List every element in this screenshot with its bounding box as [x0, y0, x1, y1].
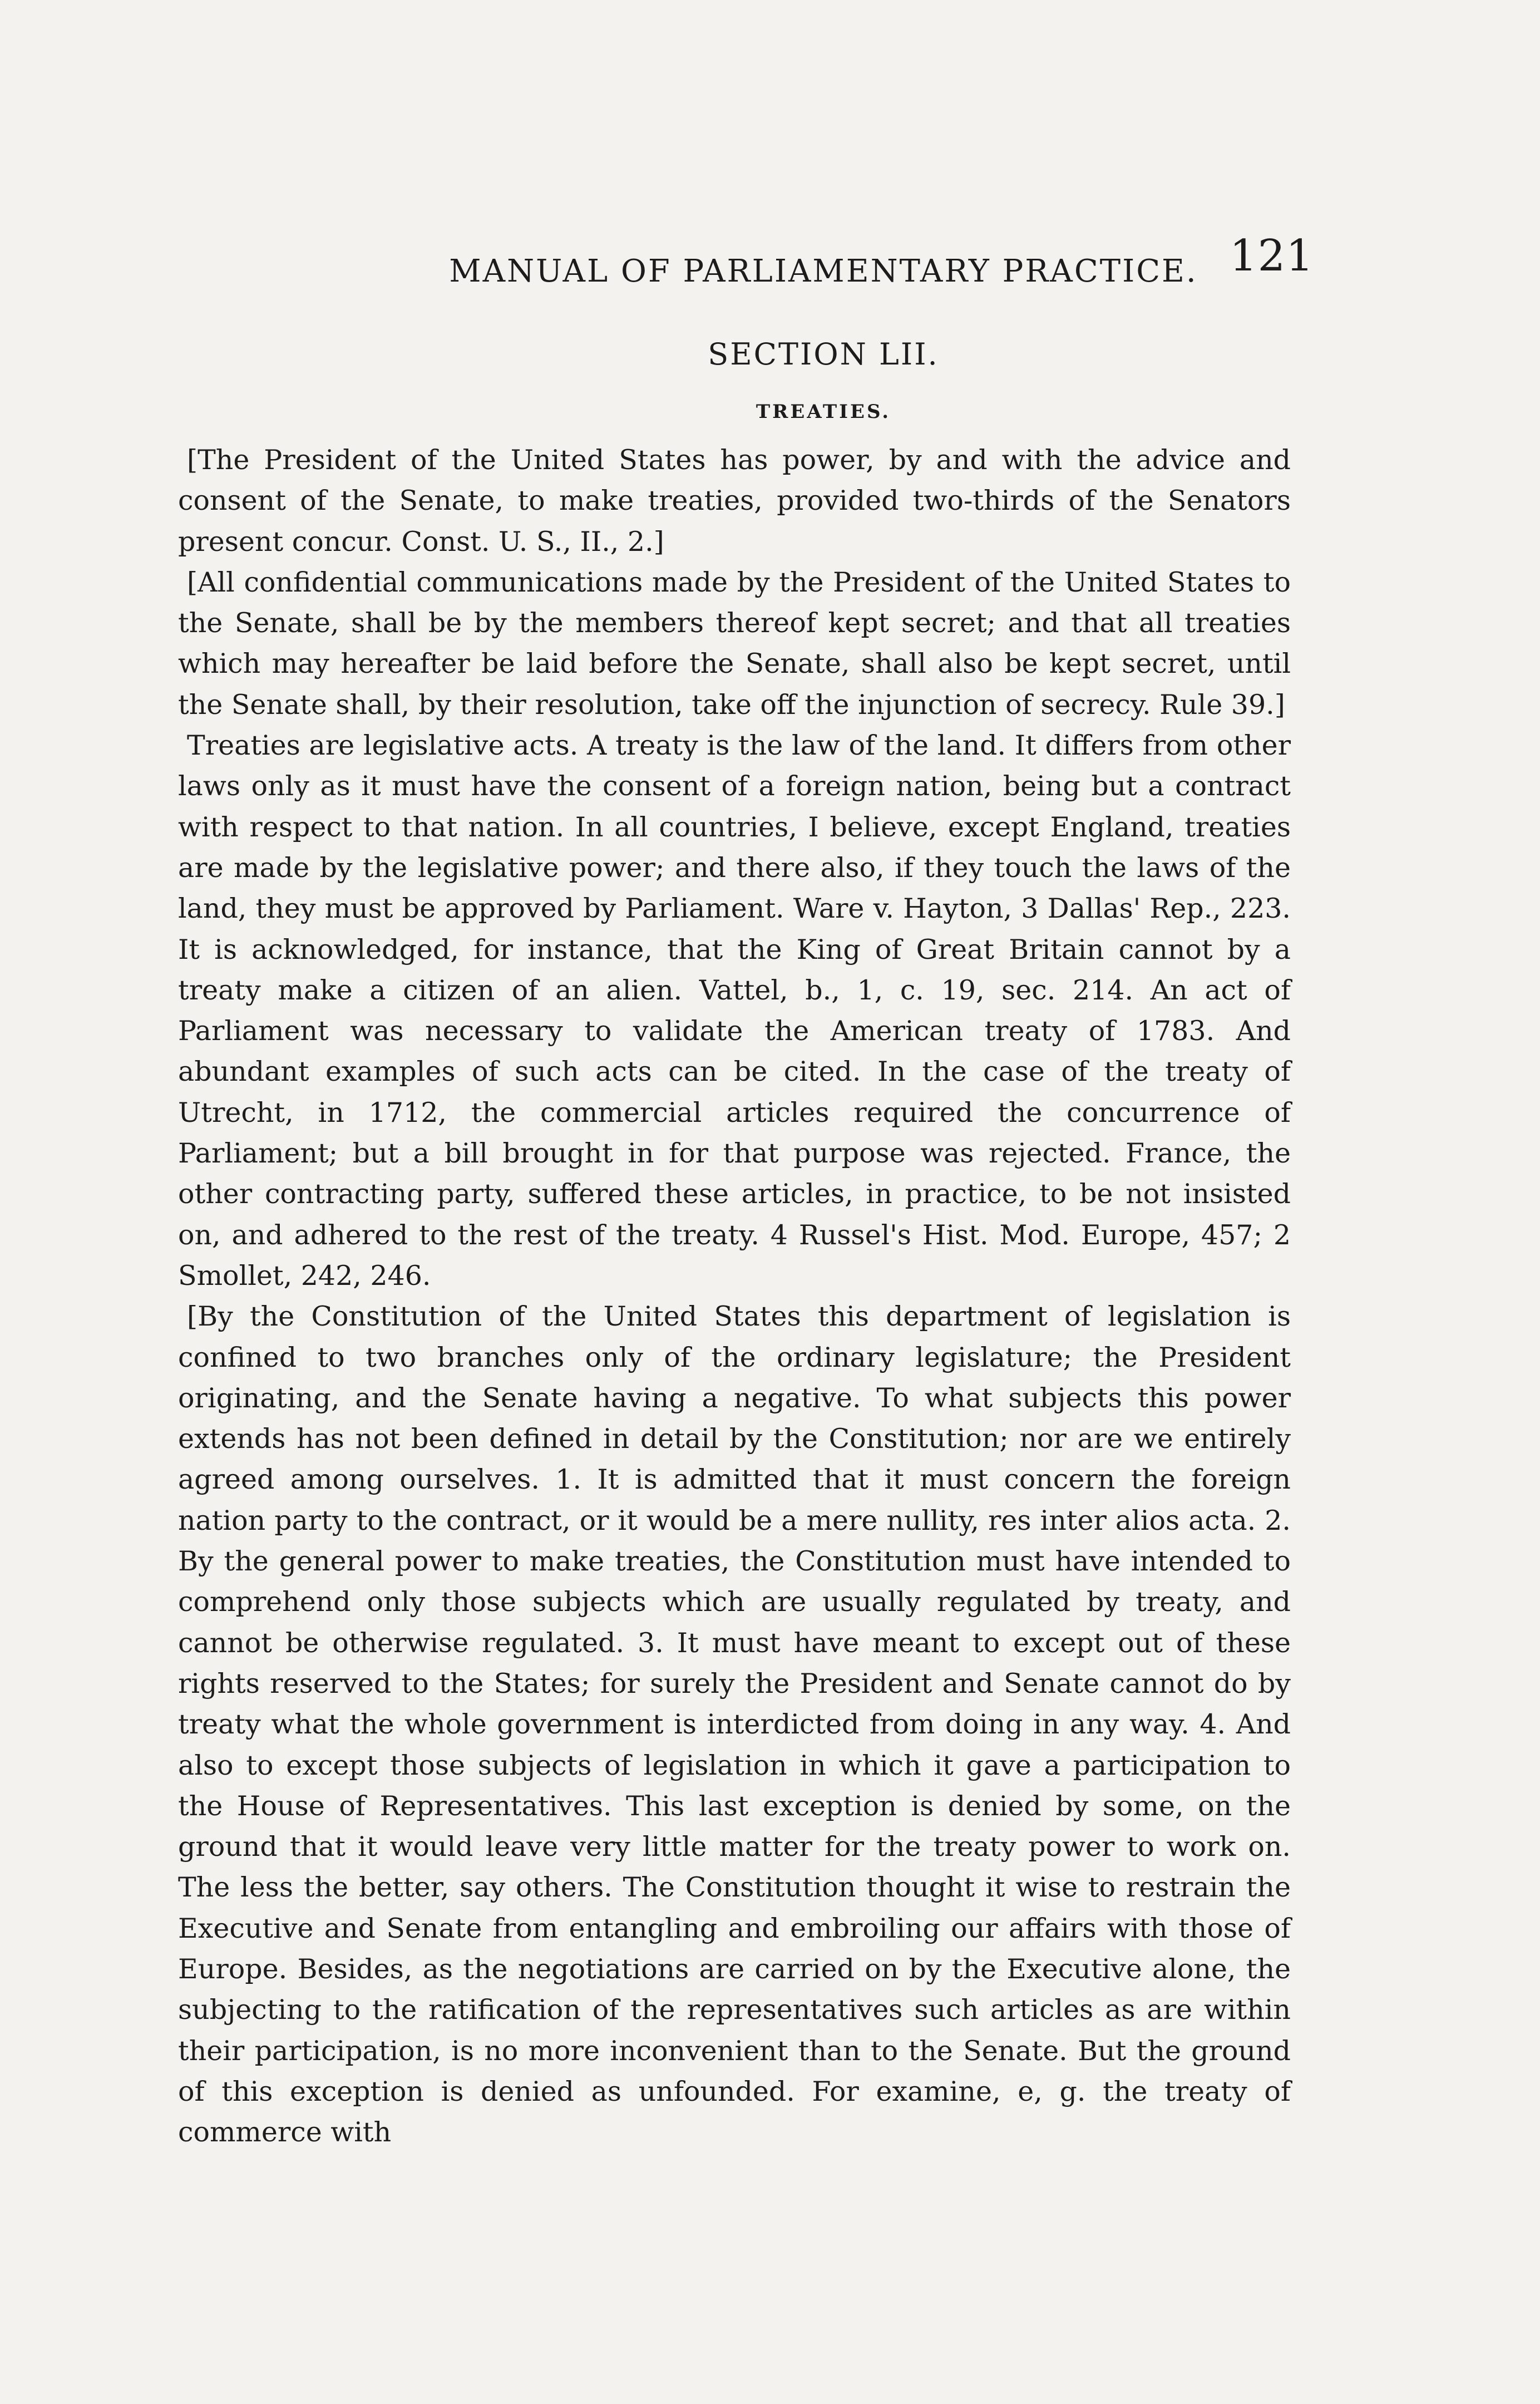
section-subtitle: TREATIES.: [756, 401, 891, 423]
body-text: [178, 440, 1291, 2152]
paragraph-constitution-treaty-power: [By the Constitution of the United States this department of legislation is confined to two branches only of the ordinary legislature; the President originating, and the Senate having a negative. To what subjects this power extends has not been defined in detail by the Constitution; nor are we entirely agreed among ourselves. 1. It is admitted that it must concern the foreign nation party to the contract, or it would be a mere nullity, res inter alios acta. 2. By the general power to make treaties, the Constitution must have intended to comprehend only those subjects which are usually regulated by treaty, and cannot be otherwise regulated. 3. It must have meant to except out of these rights reserved to the States; for surely the President and Senate cannot do by treaty what the whole government is interdicted from doing in any way. 4. And also to except those subjects of legislation in which it gave a participation to the House of Representatives. This last exception is denied by some, on the ground that it would leave very little matter for the treaty power to work on. The less the better, say others. The Constitution thought it wise to restrain the Executive and Senate from entangling and embroiling our affairs with those of Europe. Besides, as the negotiations are carried on by the Executive alone, the subjecting to the ratification of the representatives such articles as are within their participation, is no more inconvenient than to the Senate. But the ground of this exception is denied as unfounded. For examine, e, g. the treaty of commerce with: [178, 1300, 1291, 2149]
paragraph-confidential-communications: [All confidential communications made by the President of the United States to the Senate, shall be by the members thereof kept secret; and that all treaties which may hereafter be laid before the Senate, shall also be kept secret, until the Senate shall, by their resolution, take off the injunction of secrecy. Rule 39.]: [178, 566, 1291, 721]
running-head-title: MANUAL OF PARLIAMENTARY PRACTICE.: [449, 253, 1198, 289]
paragraph-president-power: [The President of the United States has power, by and with the advice and consent of the Senate, to make treaties, provided two-thirds of the Senators present concur. Const. U. S., II., 2.]: [178, 444, 1291, 558]
section-title: SECTION LII.: [708, 337, 939, 372]
page-number: 121: [1230, 231, 1314, 281]
paragraph-treaties-legislative-acts: Treaties are legislative acts. A treaty is the law of the land. It differs from other laws only as it must have the consent of a foreign nation, being but a contract with respect to that nation. In all countries, I believe, except England, treaties are made by the legislative power; and there also, if they touch the laws of the land, they must be approved by Parliament. Ware v. Hayton, 3 Dallas' Rep., 223. It is acknowledged, for instance, that the King of Great Britain cannot by a treaty make a citizen of an alien. Vattel, b., 1, c. 19, sec. 214. An act of Parliament was necessary to validate the American treaty of 1783. And abundant examples of such acts can be cited. In the case of the treaty of Utrecht, in 1712, the commercial articles required the concurrence of Parliament; but a bill brought in for that purpose was rejected. France, the other contracting party, suffered these articles, in practice, to be not insisted on, and adhered to the rest of the treaty. 4 Russel's Hist. Mod. Europe, 457; 2 Smollet, 242, 246.: [178, 730, 1291, 1292]
